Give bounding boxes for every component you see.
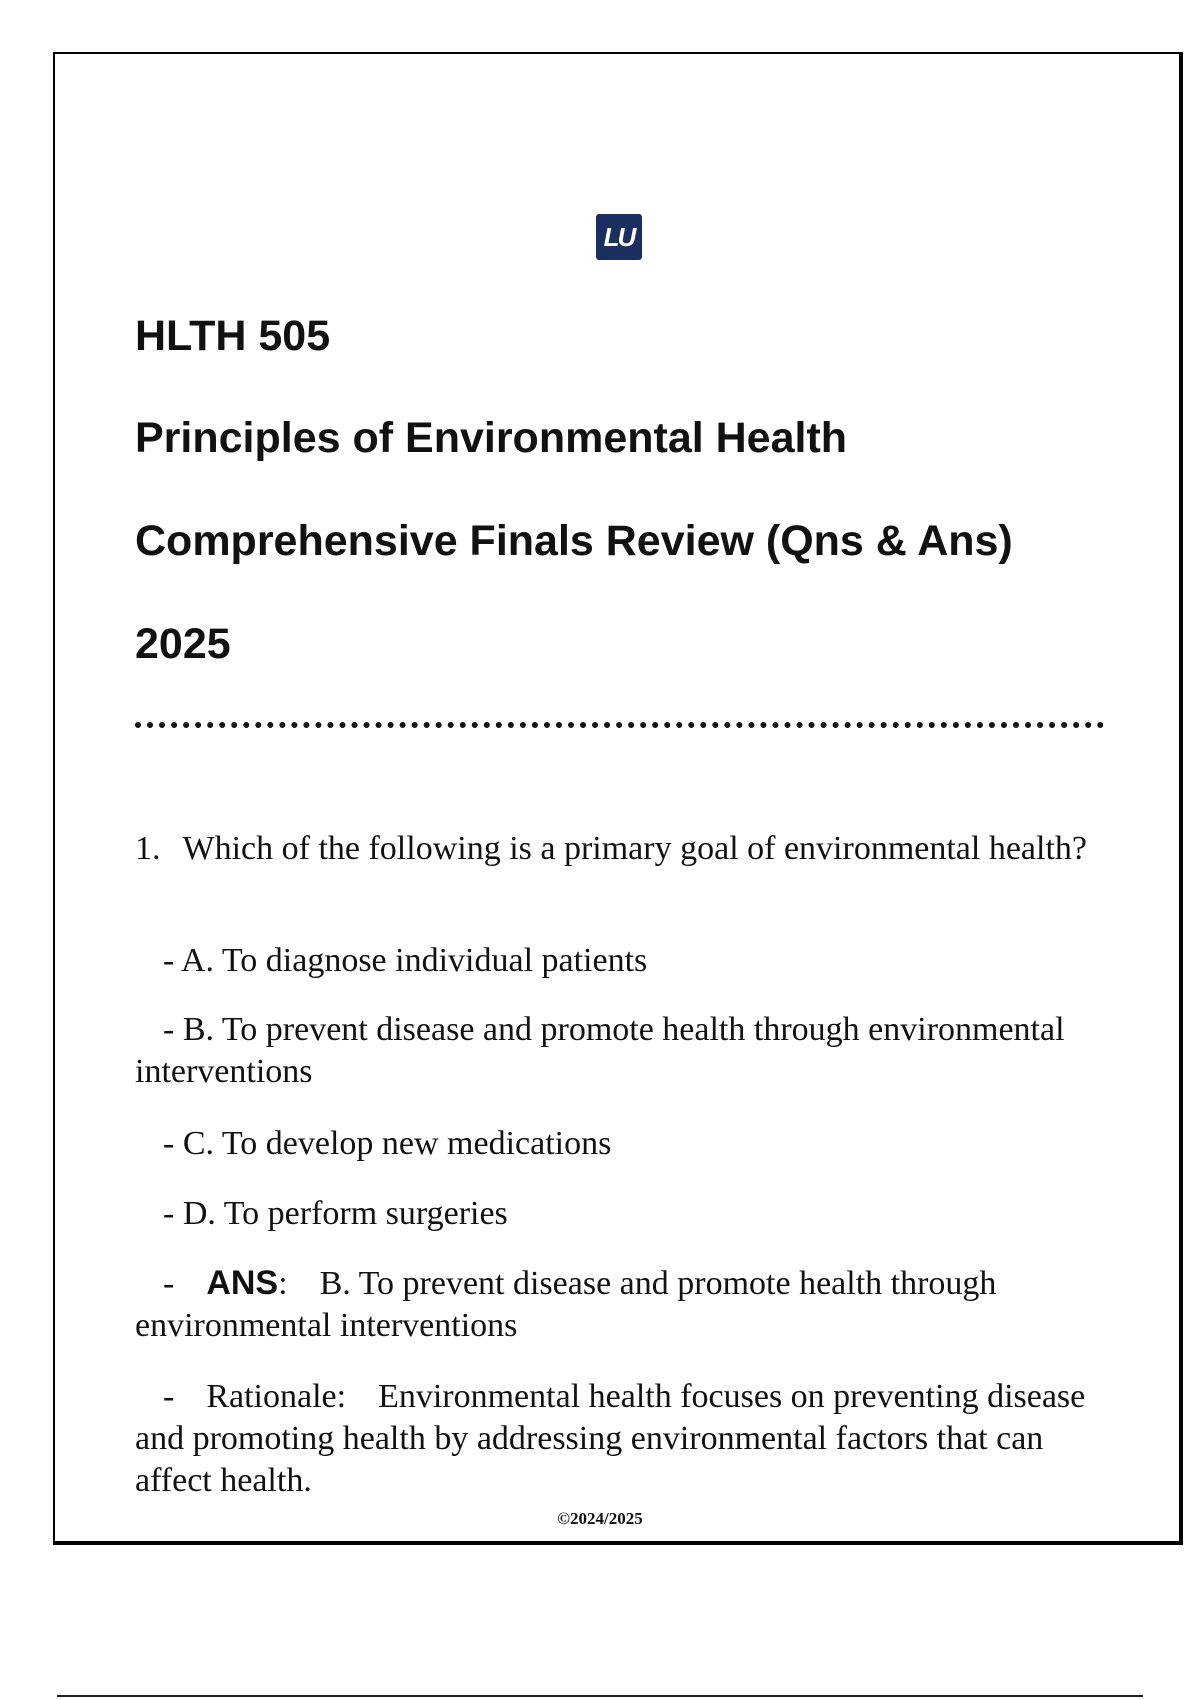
option-a-text: - A. To diagnose individual patients <box>163 942 648 979</box>
option-d <box>135 1193 1110 1235</box>
rationale-text: Environmental health focuses on preventing disease and promoting health by addressing environmental factors that can affect health. <box>135 1378 1086 1499</box>
document-subtitle: Comprehensive Finals Review (Qns & Ans) <box>135 517 1013 565</box>
rationale-label: Rationale: <box>206 1378 347 1415</box>
answer-text: B. To prevent disease and promote health through environmental interventions <box>135 1265 997 1344</box>
rationale-dash: - <box>163 1378 175 1415</box>
option-c <box>135 1123 1110 1165</box>
option-b <box>135 1009 1110 1093</box>
rationale <box>135 1376 1110 1502</box>
answer-label: ANS <box>206 1264 279 1302</box>
course-code: HLTH 505 <box>135 312 331 360</box>
answer <box>135 1262 1110 1347</box>
logo-text: LU <box>603 221 635 252</box>
question-1 <box>135 828 1110 870</box>
option-b-text: - B. To prevent disease and promote health through environmental interventions <box>135 1011 1065 1090</box>
question-number: 1. <box>135 830 161 867</box>
university-logo-icon <box>596 214 642 260</box>
answer-colon: : <box>278 1265 288 1302</box>
question-text: Which of the following is a primary goal of environmental health? <box>182 830 1088 867</box>
option-d-text: - D. To perform surgeries <box>163 1195 508 1232</box>
document-year: 2025 <box>135 620 231 668</box>
course-title: Principles of Environmental Health <box>135 414 848 462</box>
bottom-rule <box>57 1695 1143 1697</box>
copyright-footer: ©2024/2025 <box>557 1509 643 1528</box>
dotted-divider <box>135 722 1104 728</box>
option-a <box>135 940 1110 982</box>
answer-dash: - <box>163 1265 175 1302</box>
option-c-text: - C. To develop new medications <box>163 1125 612 1162</box>
